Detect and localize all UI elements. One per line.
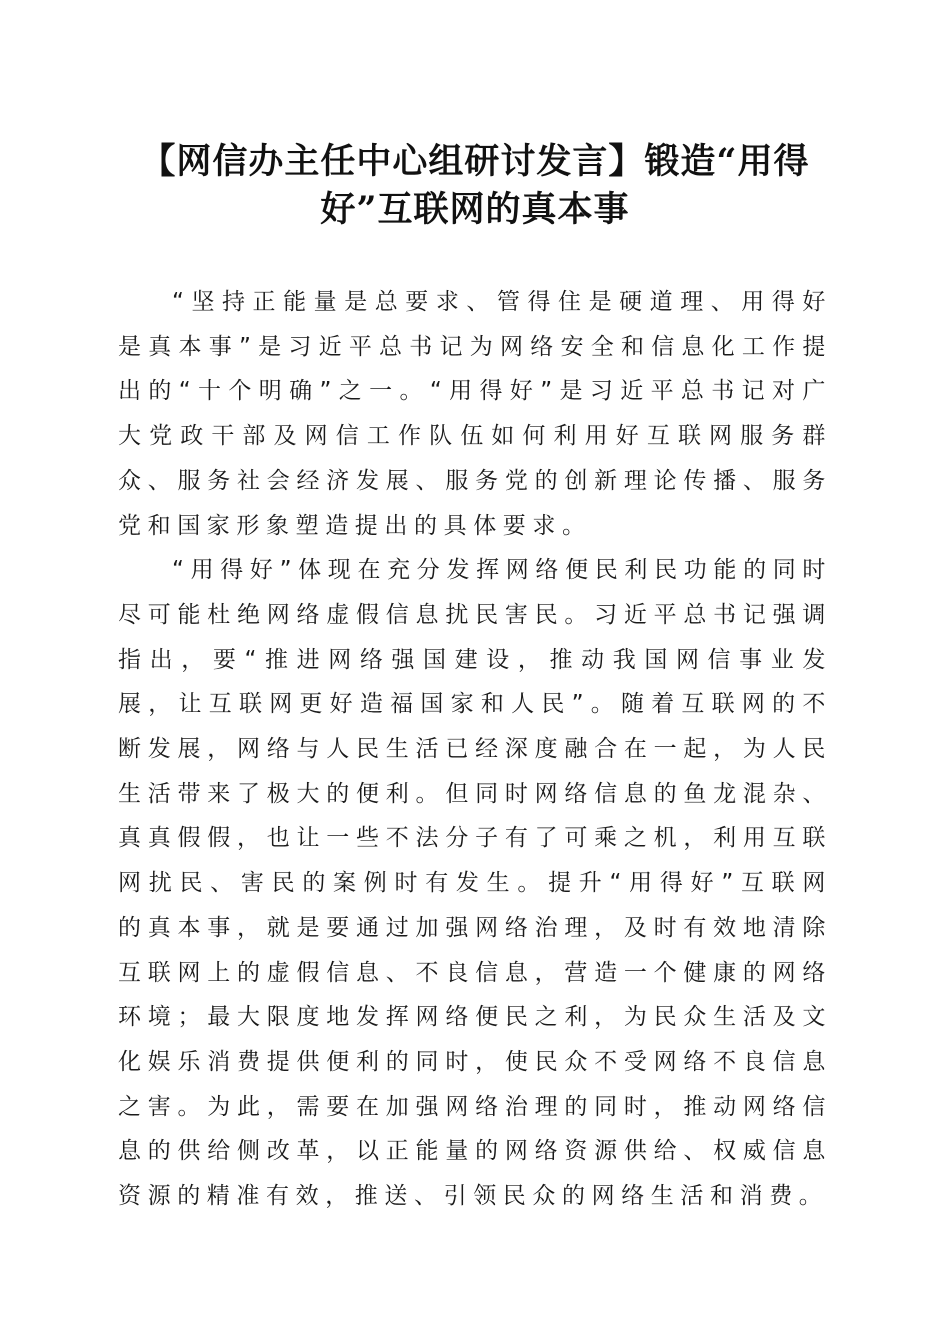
page-title: 【网信办主任中心组研讨发言】锻造“用得好”互联网的真本事: [140, 141, 810, 230]
document-body: [118, 280, 832, 1219]
paragraph-1: “坚持正能量是总要求、管得住是硬道理、用得好是真本事”是习近平总书记为网络安全和信息化工作提出的“十个明确”之一。“用得好”是习近平总书记对广大党政干部及网信工作队伍如何利用好互联网服务群众、服务社会经济发展、服务党的创新理论传播、服务党和国家形象塑造提出的具体要求。: [118, 289, 832, 539]
paragraph-2: “用得好”体现在充分发挥网络便民利民功能的同时尽可能杜绝网络虚假信息扰民害民。习近平总书记强调指出，要“推进网络强国建设，推动我国网信事业发展，让互联网更好造福国家和人民”。随着互联网的不断发展，网络与人民生活已经深度融合在一起，为人民生活带来了极大的便利。但同时网络信息的鱼龙混杂、真真假假，也让一些不法分子有了可乘之机，利用互联网扰民、害民的案例时有发生。提升“用得好”互联网的真本事，就是要通过加强网络治理，及时有效地清除互联网上的虚假信息、不良信息，营造一个健康的网络环境；最大限度地发挥网络便民之利，为民众生活及文化娱乐消费提供便利的同时，使民众不受网络不良信息之害。为此，需要在加强网络治理的同时，推动网络信息的供给侧改革，以正能量的网络资源供给、权威信息资源的精准有效，推送、引领民众的网络生活和消费。: [118, 557, 832, 1210]
